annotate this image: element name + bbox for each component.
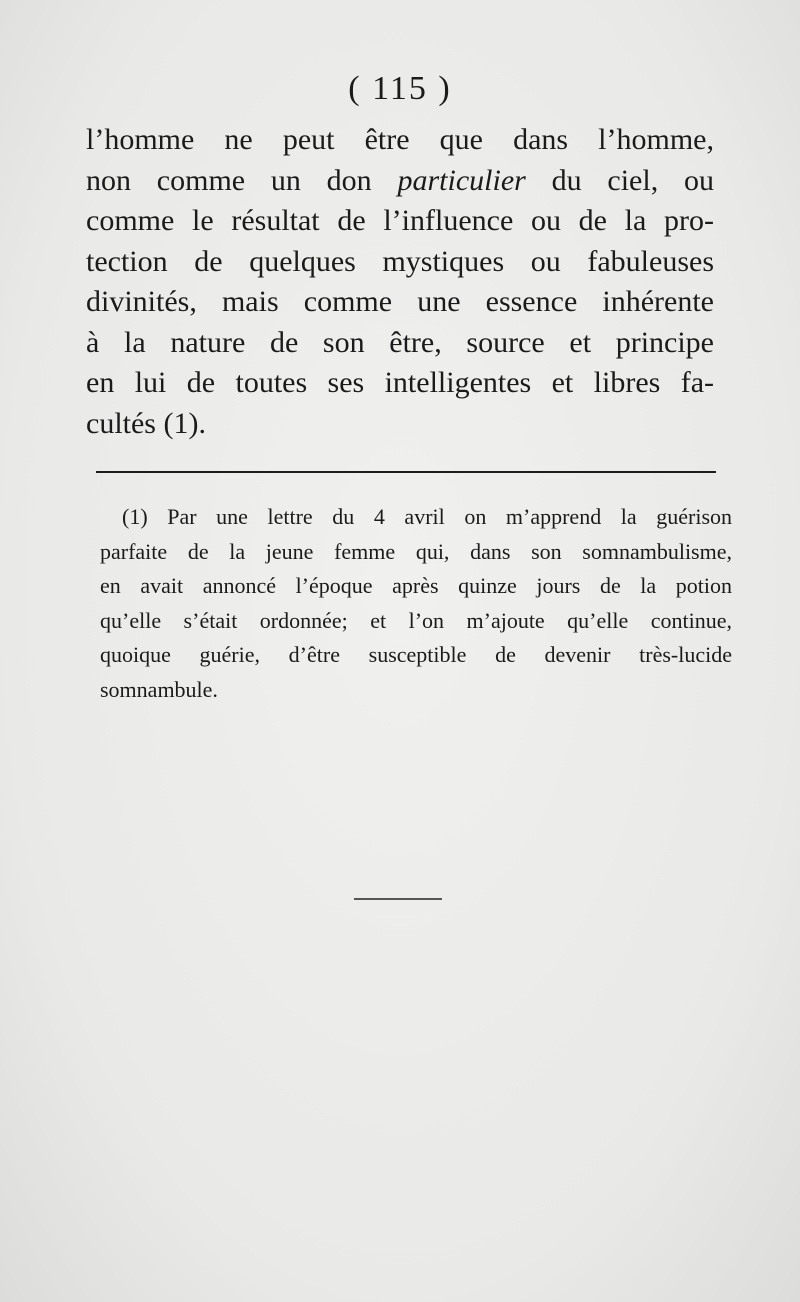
paragraph-text: non comme un don (86, 163, 398, 197)
main-paragraph (86, 120, 714, 444)
footnote-line: parfaite de la jeune femme qui, dans son somnambulisme, (100, 538, 732, 564)
paragraph-text: du ciel, ou (525, 163, 714, 197)
footnote-line: (1) Par une lettre du 4 avril on m’apprend la guérison (122, 504, 732, 529)
footnote-line: qu’elle s’était ordonnée; et l’on m’ajoute qu’elle continue, (100, 607, 732, 633)
paragraph-line: l’homme ne peut être que dans l’homme, (86, 123, 714, 156)
footnote-line: somnambule. (100, 676, 218, 702)
paragraph-line: en lui de toutes ses intelligentes et libres fa- (86, 366, 714, 399)
footnote-separator (96, 471, 716, 473)
paragraph-line (86, 161, 714, 202)
section-divider (354, 898, 442, 900)
paragraph-line: cultés (1). (86, 406, 206, 440)
footnote-line: en avait annoncé l’époque après quinze jours de la potion (100, 573, 732, 598)
footnote (100, 500, 732, 707)
paragraph-line: divinités, mais comme une essence inhérente (86, 285, 714, 318)
italic-word: particulier (397, 163, 526, 197)
paragraph-line: à la nature de son être, source et principe (86, 325, 714, 359)
footnote-line: quoique guérie, d’être susceptible de devenir très-lucide (100, 642, 732, 667)
page-number: ( 115 ) (348, 70, 452, 107)
paragraph-line: tection de quelques mystiques ou fabuleuses (86, 244, 714, 278)
paragraph-line: comme le résultat de l’influence ou de la pro- (86, 204, 714, 237)
